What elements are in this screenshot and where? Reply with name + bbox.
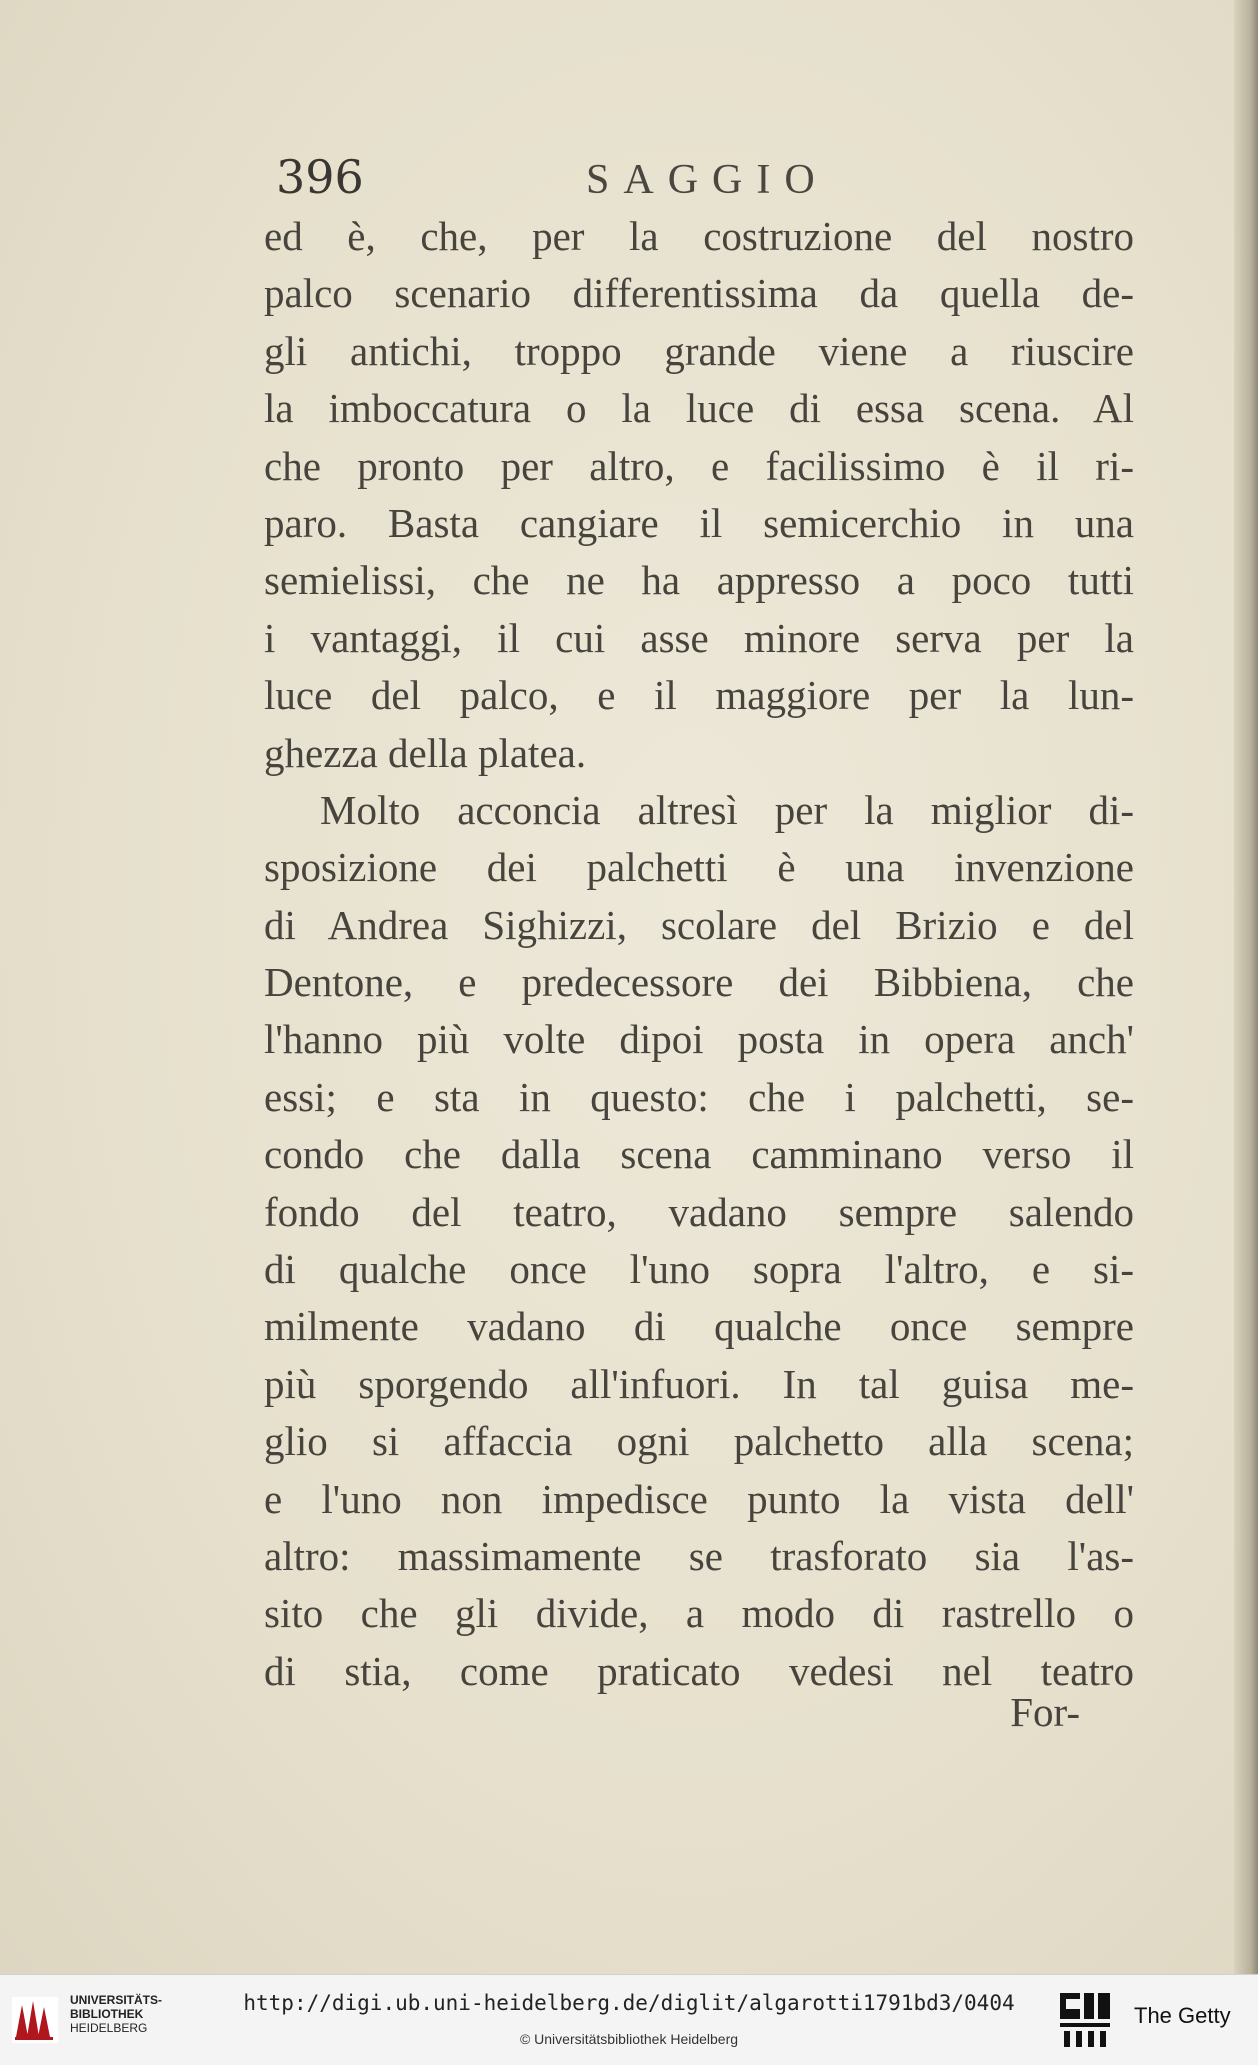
text-line: essi; e sta in questo: che i palchetti, se- [264,1073,1134,1120]
text-line: palco scenario differentissima da quella de- [264,270,1134,317]
footer-bar [0,1974,1258,2065]
text-line: di stia, come praticato vedesi nel teatro [264,1647,1134,1694]
library-name-line2: BIBLIOTHEK [70,2007,144,2021]
text-line: e l'uno non impedisce punto la vista dell' [264,1475,1134,1522]
text-line: Molto acconcia altresì per la miglior di- [320,786,1134,833]
text-line: la imboccatura o la luce di essa scena. Al [264,385,1134,432]
text-line: condo che dalla scena camminano verso il [264,1131,1134,1178]
library-name-line1: UNIVERSITÄTS- [70,1993,163,2007]
getty-logo-icon[interactable] [1058,1991,1112,2049]
text-line: semielissi, che ne ha appresso a poco tutti [264,557,1134,604]
permalink-url[interactable]: http://digi.ub.uni-heidelberg.de/diglit/algarotti1791bd3/0404 [243,1991,1015,2015]
partner-name: The Getty [1134,2003,1231,2028]
library-name-line3: HEIDELBERG [70,2021,148,2035]
text-line: Dentone, e predecessore dei Bibbiena, che [264,959,1134,1006]
text-line: altro: massimamente se trasforato sia l'as- [264,1532,1134,1579]
text-line: paro. Basta cangiare il semicerchio in una [264,499,1134,546]
text-line: di qualche once l'uno sopra l'altro, e si- [264,1246,1134,1293]
text-line: ghezza della platea. [264,729,587,776]
book-gutter [1234,0,1258,1974]
text-line: gli antichi, troppo grande viene a riuscire [264,327,1134,374]
catchword: For- [1010,1689,1080,1735]
text-line: sito che gli divide, a modo di rastrello o [264,1590,1134,1637]
copyright-notice: © Universitätsbibliothek Heidelberg [519,2031,739,2047]
page-number: 396 [276,150,364,204]
text-line: glio si affaccia ogni palchetto alla scena; [264,1418,1134,1465]
running-title: SAGGIO [586,157,829,203]
text-line: luce del palco, e il maggiore per la lun- [264,672,1134,719]
text-line: ed è, che, per la costruzione del nostro [264,213,1134,259]
text-line: di Andrea Sighizzi, scolare del Brizio e del [264,901,1134,948]
running-head [276,150,1096,210]
text-line: più sporgendo all'infuori. In tal guisa me- [264,1360,1134,1407]
text-line: sposizione dei palchetti è una invenzione [264,844,1134,891]
text-line: i vantaggi, il cui asse minore serva per la [264,614,1134,661]
text-line: fondo del teatro, vadano sempre salendo [264,1188,1134,1235]
text-line: l'hanno più volte dipoi posta in opera anch' [264,1016,1134,1063]
text-line: che pronto per altro, e facilissimo è il ri- [264,442,1134,489]
body-text [264,208,1134,1700]
text-line: milmente vadano di qualche once sempre [264,1303,1134,1350]
